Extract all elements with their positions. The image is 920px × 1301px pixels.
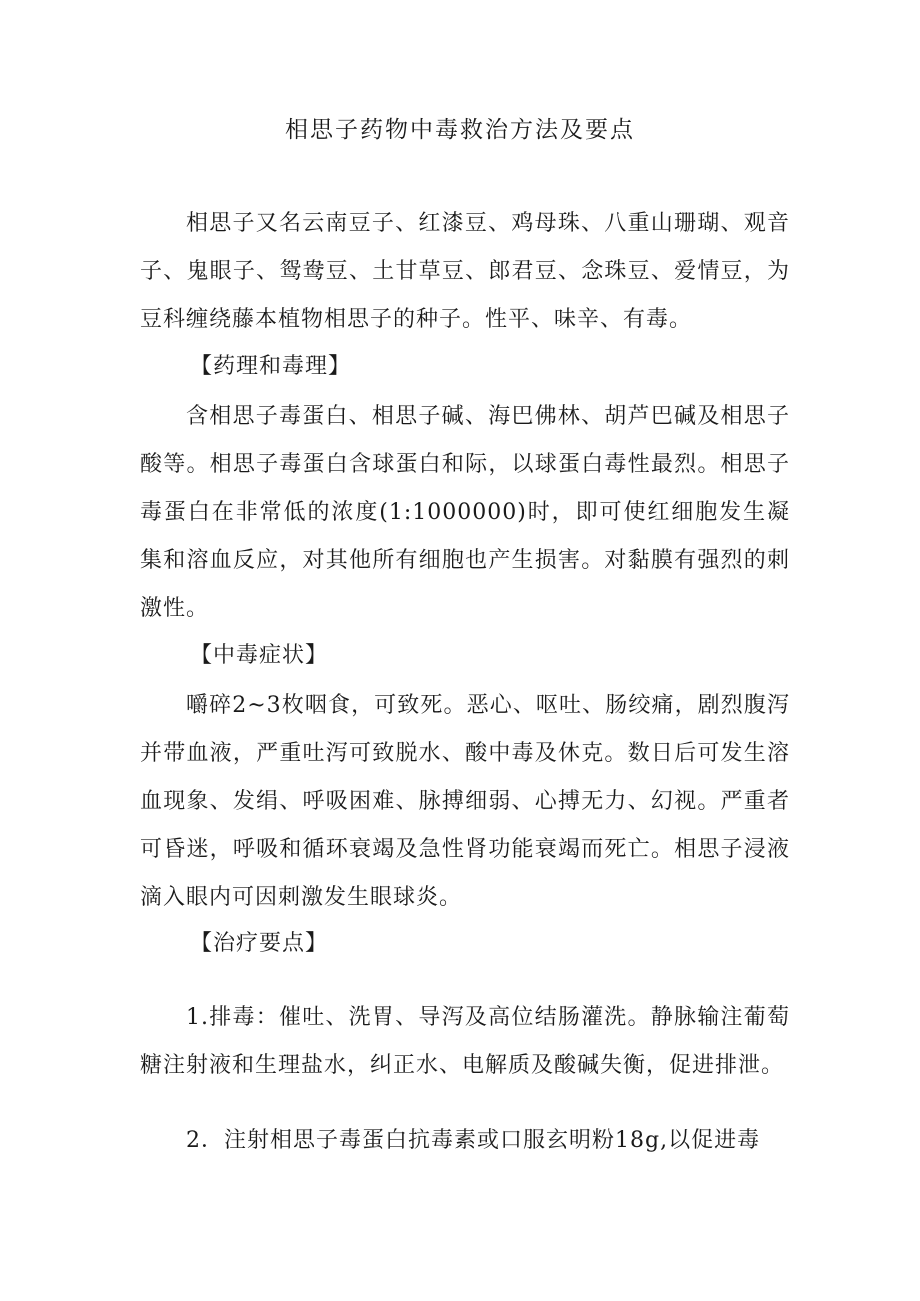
treatment-item-2: 2．注射相思子毒蛋白抗毒素或口服玄明粉18g,以促进毒: [186, 1128, 761, 1153]
section-heading-symptoms: 【中毒症状】: [190, 643, 329, 668]
section-heading-treatment: 【治疗要点】: [190, 931, 329, 956]
intro-paragraph: 相思子又名云南豆子、红漆豆、鸡母珠、八重山珊瑚、观音子、鬼眼子、鸳鸯豆、土甘草豆、郎君豆、念珠豆、爱情豆，为豆科缠绕藤本植物相思子的种子。性平、味辛、有毒。: [140, 211, 790, 332]
symptoms-paragraph: 嚼碎2~3枚咽食，可致死。恶心、呕吐、肠绞痛，剧烈腹泻并带血液，严重吐泻可致脱水、酸中毒及休克。数日后可发生溶血现象、发绢、呼吸困难、脉搏细弱、心搏无力、幻视。严重者可昏迷，呼吸和循环衰竭及急性肾功能衰竭而死亡。相思子浸液滴入眼内可因刺激发生眼球炎。: [140, 693, 790, 910]
section-heading-pharmacology: 【药理和毒理】: [190, 354, 352, 379]
document-title: 相思子药物中毒救治方法及要点: [285, 117, 635, 143]
treatment-item-1: 1.排毒：催吐、洗胃、导泻及高位结肠灌洗。静脉输注葡萄糖注射液和生理盐水，纠正水、电解质及酸碱失衡，促进排泄。: [140, 1005, 790, 1078]
pharmacology-paragraph: 含相思子毒蛋白、相思子碱、海巴佛林、胡芦巴碱及相思子酸等。相思子毒蛋白含球蛋白和际，以球蛋白毒性最烈。相思子毒蛋白在非常低的浓度(1:1000000)时，即可使红细胞发生凝集和溶血反应，对其他所有细胞也产生损害。对黏膜有强烈的刺激性。: [140, 404, 790, 621]
